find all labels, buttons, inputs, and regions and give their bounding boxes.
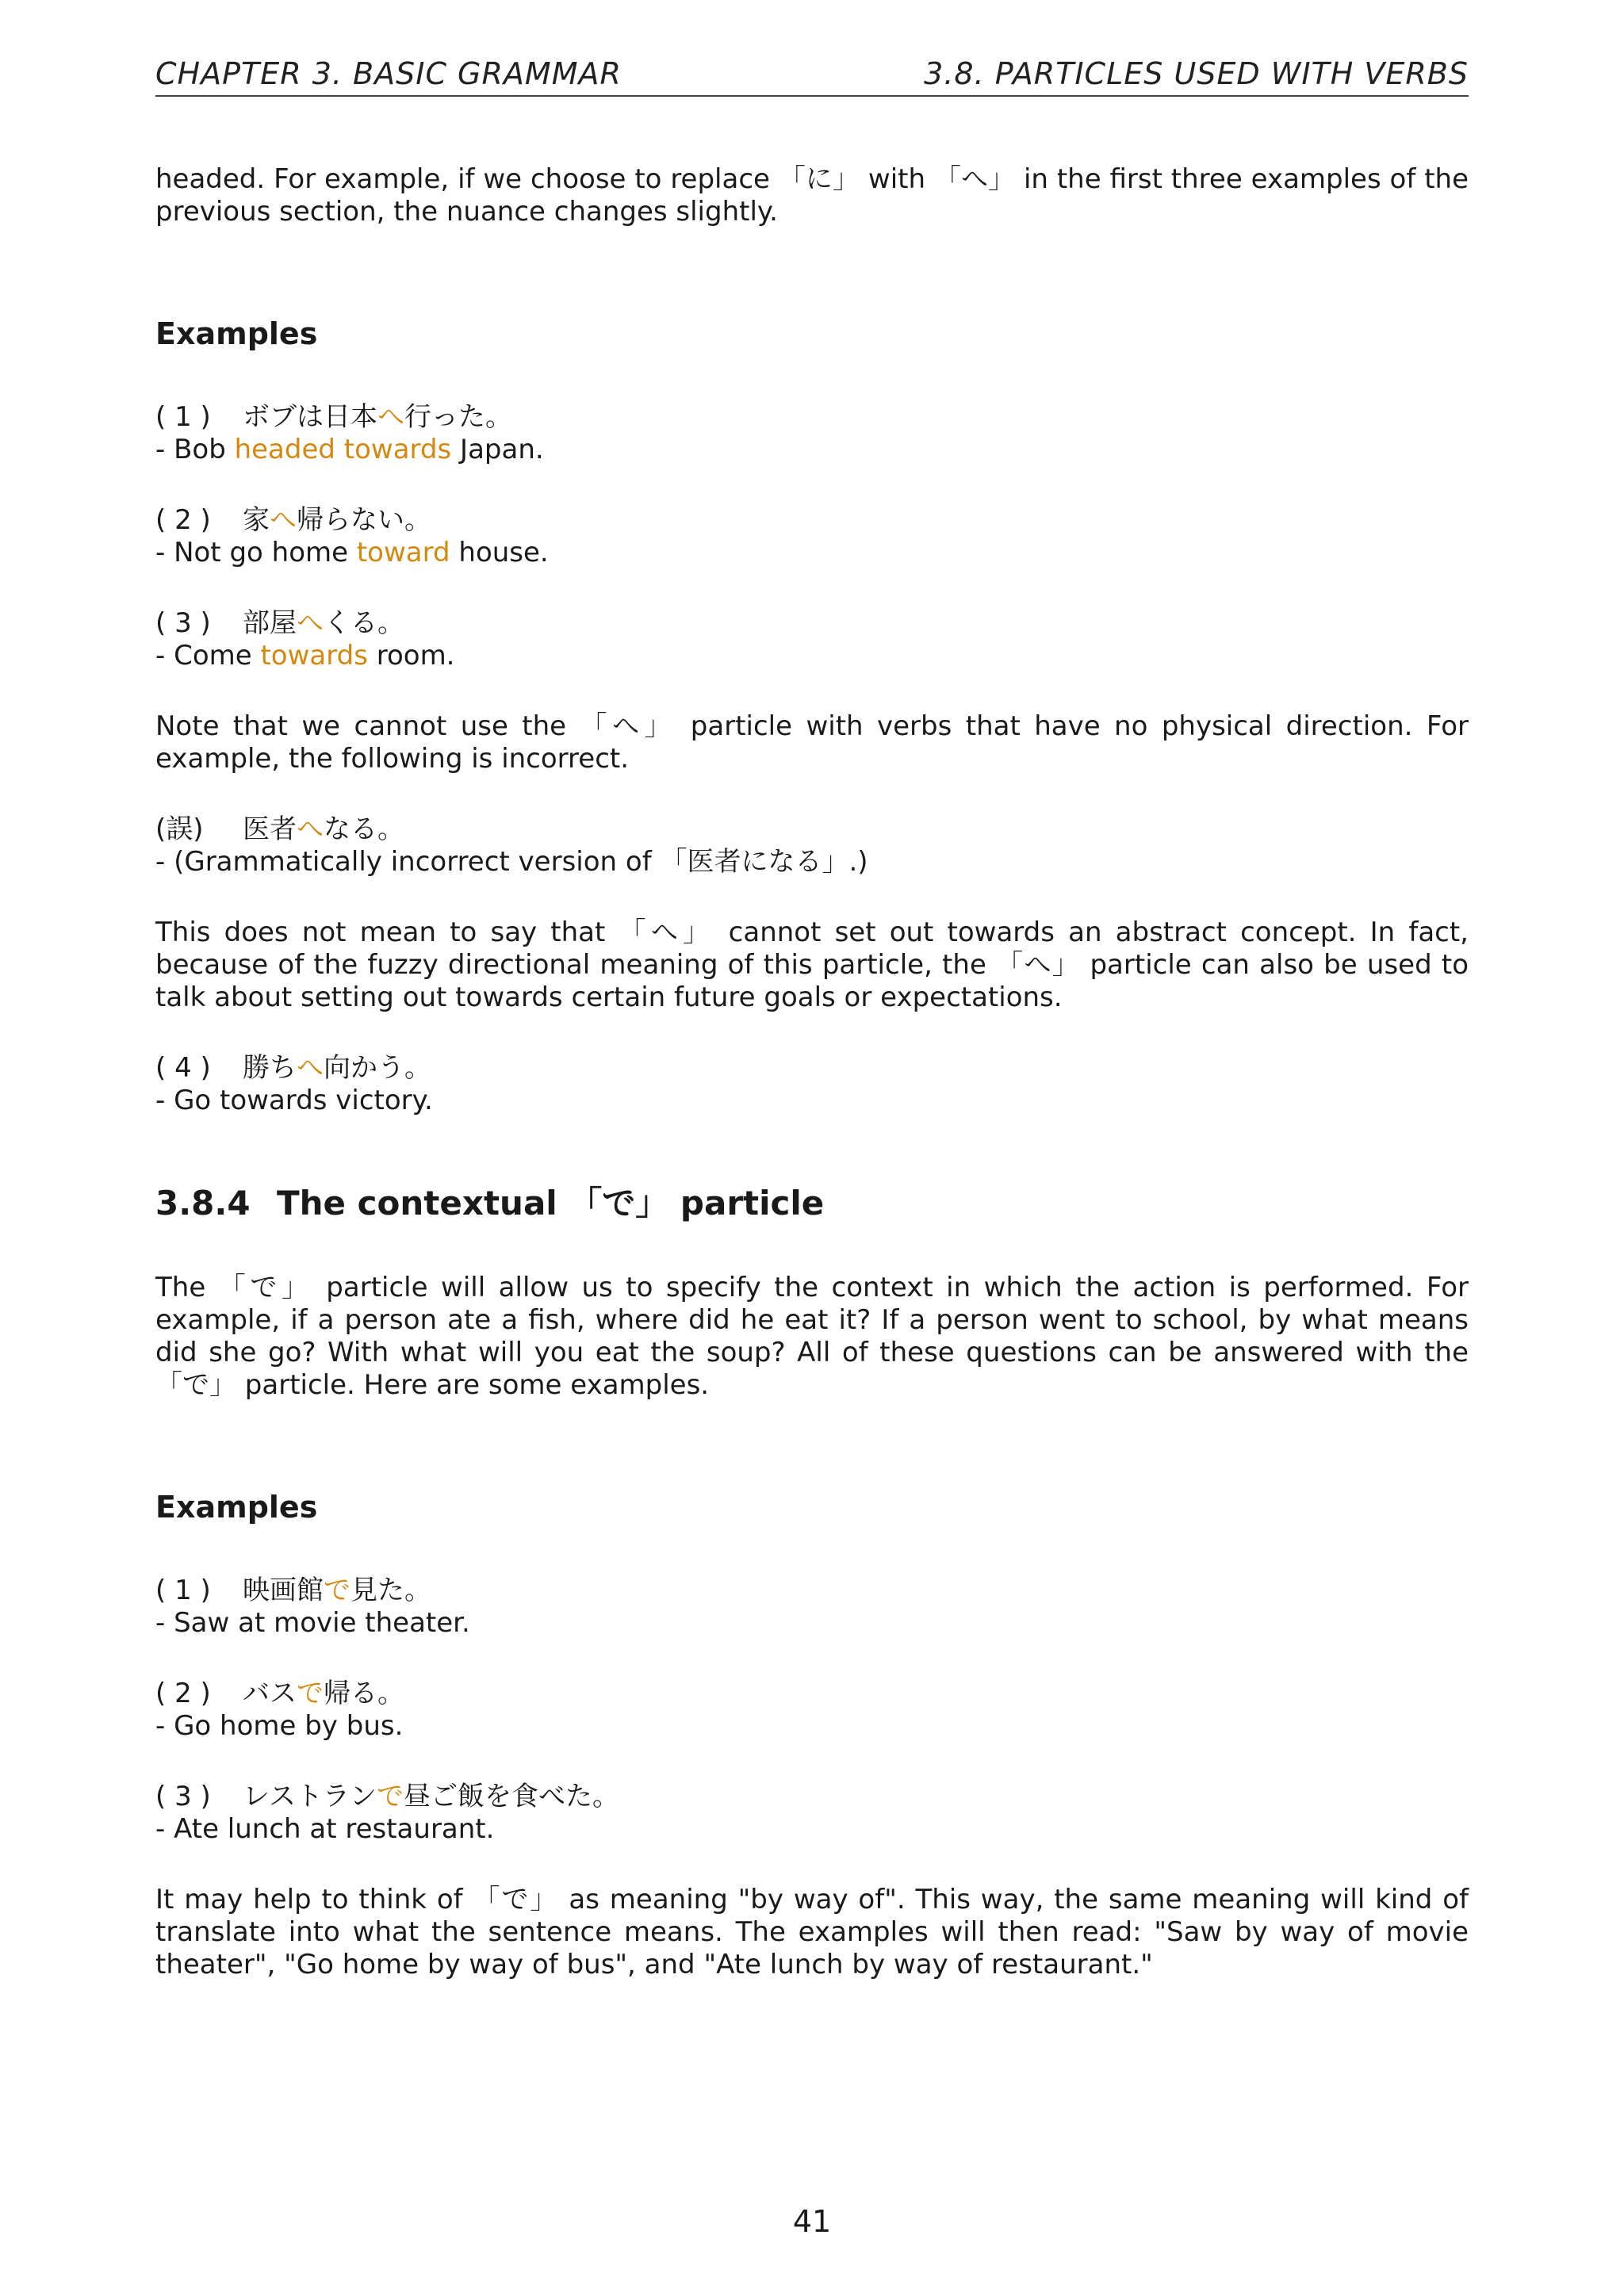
example-japanese: [155, 401, 1469, 434]
example-japanese: [155, 607, 1469, 640]
jp-text: 帰る。: [324, 1678, 404, 1709]
example-translation: - Saw at movie theater.: [155, 1607, 470, 1639]
particle-highlight: へ: [297, 1052, 324, 1084]
jp-text: 帰らない。: [297, 504, 431, 536]
en-text: room.: [367, 640, 455, 672]
particle-highlight: へ: [270, 504, 297, 536]
example-2: [155, 504, 1469, 569]
example-japanese: [155, 1575, 1469, 1607]
translation-highlight: towards: [260, 640, 368, 672]
abstract-paragraph: This does not mean to say that 「へ」 cannot set out towards an abstract concept. In fact, because of the fuzzy directional meaning of this particle, the 「へ」 particle can also be used to talk about setting out towards certain future goals or expectations.: [155, 916, 1469, 1013]
example-number: ( 1 ): [155, 1575, 211, 1606]
example-translation: [155, 434, 1469, 466]
example-translation: [155, 640, 1469, 672]
page-number: 41: [792, 2204, 832, 2239]
examples-heading: Examples: [155, 1490, 318, 1525]
example-1: [155, 401, 1469, 466]
example-japanese: [155, 1052, 1469, 1085]
en-text: - Come: [155, 640, 261, 672]
running-head: [155, 52, 1469, 97]
en-text: Japan.: [451, 434, 544, 465]
example-de-2: [155, 1678, 1469, 1743]
incorrect-example: [155, 813, 1469, 878]
example-number: ( 4 ): [155, 1052, 211, 1084]
example-number: ( 3 ): [155, 607, 211, 639]
en-text: - Bob: [155, 434, 235, 465]
example-de-3: [155, 1781, 1469, 1846]
jp-text: 医者: [243, 813, 297, 845]
en-text: house.: [450, 537, 549, 568]
section-running-title: 3.8. PARTICLES USED WITH VERBS: [924, 56, 1469, 91]
section-title: The contextual 「で」 particle: [277, 1184, 825, 1223]
note-paragraph: Note that we cannot use the 「へ」 particle with verbs that have no physical direction. For example, the following is incorrect.: [155, 710, 1469, 775]
particle-highlight: へ: [297, 607, 324, 639]
closing-paragraph: It may help to think of 「で」 as meaning "by way of". This way, the same meaning will kind of translate into what the sentence means. The examples will then read: "Saw by way of movie theater", "Go home by way of bus", and "Ate lunch by way of restaurant.": [155, 1884, 1469, 1980]
section-intro-paragraph: The 「で」 particle will allow us to specify the context in which the action is performed. For example, if a person ate a fish, where did he eat it? If a person went to school, by what means did she go? With what will you eat the soup? All of these questions can be answered with the 「で」 particle. Here are some examples.: [155, 1272, 1469, 1401]
jp-text: 向かう。: [324, 1052, 431, 1084]
example-number: ( 2 ): [155, 1678, 211, 1709]
jp-text: 家: [243, 504, 270, 536]
jp-text: バス: [243, 1678, 297, 1709]
example-number: ( 3 ): [155, 1781, 211, 1812]
jp-text: 行った。: [404, 401, 512, 433]
example-japanese: [155, 1678, 1469, 1710]
examples-heading: Examples: [155, 316, 318, 351]
section-heading: [155, 1184, 1469, 1223]
jp-text: 映画館: [243, 1575, 324, 1606]
page-content: [155, 163, 1469, 1981]
example-translation: - Ate lunch at restaurant.: [155, 1813, 495, 1845]
example-translation: [155, 537, 1469, 569]
example-translation: - Go home by bus.: [155, 1710, 404, 1742]
particle-highlight: で: [297, 1678, 324, 1709]
example-number: ( 2 ): [155, 504, 211, 536]
jp-text: ボブは日本: [243, 401, 377, 433]
chapter-title: CHAPTER 3. BASIC GRAMMAR: [155, 56, 622, 91]
example-japanese: [155, 504, 1469, 537]
jp-text: 昼ご飯を食べた。: [403, 1781, 619, 1812]
jp-text: くる。: [324, 607, 404, 639]
jp-text: なる。: [324, 813, 404, 845]
en-text: - Not go home: [155, 537, 357, 568]
particle-highlight: で: [376, 1781, 404, 1812]
particle-highlight: へ: [377, 401, 404, 433]
example-japanese: [155, 1781, 1469, 1813]
jp-text: 勝ち: [243, 1052, 297, 1084]
intro-paragraph: headed. For example, if we choose to replace 「に」 with 「へ」 in the first three examples of the previous section, the nuance changes slightly.: [155, 163, 1469, 228]
jp-text: 部屋: [243, 607, 297, 639]
incorrect-marker: (誤): [155, 813, 204, 845]
example-translation: - Go towards victory.: [155, 1085, 433, 1116]
section-number: 3.8.4: [155, 1184, 251, 1223]
translation-highlight: headed towards: [234, 434, 452, 465]
example-3: [155, 607, 1469, 672]
particle-highlight: で: [324, 1575, 350, 1606]
example-de-1: [155, 1575, 1469, 1640]
translation-highlight: toward: [356, 537, 450, 568]
example-japanese: [155, 813, 1469, 846]
jp-text: 見た。: [350, 1575, 431, 1606]
particle-highlight: へ: [297, 813, 324, 845]
example-4: [155, 1052, 1469, 1117]
example-translation: - (Grammatically incorrect version of 「医者になる」.): [155, 846, 868, 878]
jp-text: レストラン: [243, 1781, 377, 1812]
example-number: ( 1 ): [155, 401, 211, 433]
